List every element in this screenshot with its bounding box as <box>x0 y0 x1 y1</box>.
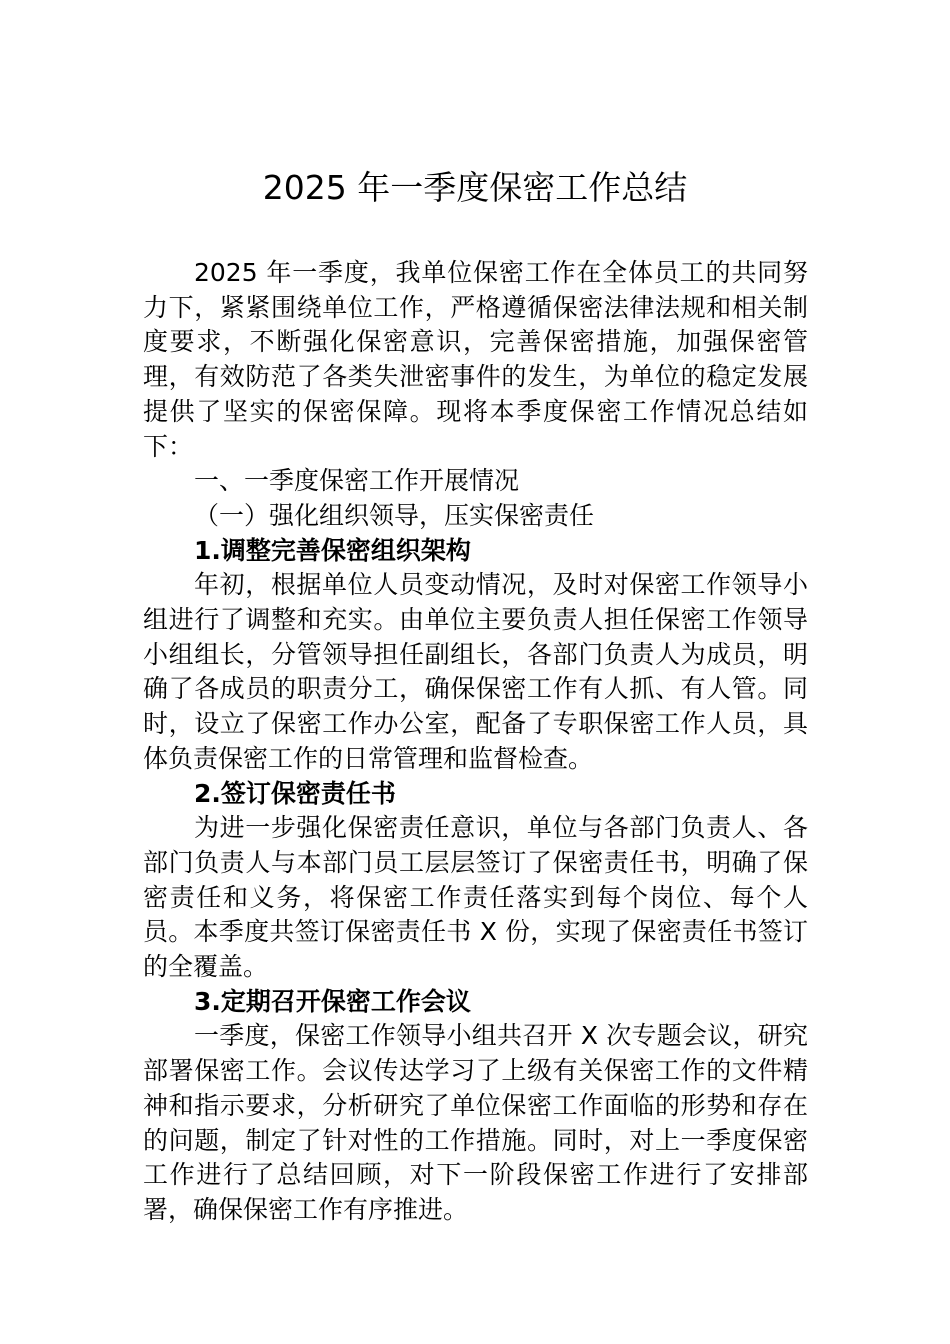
item-paragraph-3: 一季度，保密工作领导小组共召开 X 次专题会议，研究部署保密工作。会议传达学习了上级有关保密工作的文件精神和指示要求，分析研究了单位保密工作面临的形势和存在的问题，制定了针对性的工作措施。同时，对上一季度保密工作进行了总结回顾，对下一阶段保密工作进行了安排部署，确保保密工作有序推进。 <box>143 1021 808 1224</box>
item-heading-2: 2.签订保密责任书 <box>194 778 396 808</box>
item-heading-3: 3.定期召开保密工作会议 <box>194 986 471 1016</box>
item-paragraph-2: 为进一步强化保密责任意识，单位与各部门负责人、各部门负责人与本部门员工层层签订了保密责任书，明确了保密责任和义务，将保密工作责任落实到每个岗位、每个人员。本季度共签订保密责任书 X 份，实现了保密责任书签订的全覆盖。 <box>143 813 808 982</box>
document-title: 2025 年一季度保密工作总结 <box>262 168 688 207</box>
document-body <box>143 256 808 1228</box>
section-heading: 一、一季度保密工作开展情况 <box>194 466 520 496</box>
item-paragraph-1: 年初，根据单位人员变动情况，及时对保密工作领导小组进行了调整和充实。由单位主要负责人担任保密工作领导小组组长，分管领导担任副组长，各部门负责人为成员，明确了各成员的职责分工，确保保密工作有人抓、有人管。同时，设立了保密工作办公室，配备了专职保密工作人员，具体负责保密工作的日常管理和监督检查。 <box>143 570 808 773</box>
subsection-heading: （一）强化组织领导，压实保密责任 <box>194 500 595 530</box>
item-heading-1: 1.调整完善保密组织架构 <box>194 535 471 565</box>
intro-paragraph: 2025 年一季度，我单位保密工作在全体员工的共同努力下，紧紧围绕单位工作，严格遵循保密法律法规和相关制度要求，不断强化保密意识，完善保密措施，加强保密管理，有效防范了各类失泄密事件的发生，为单位的稳定发展提供了坚实的保密保障。现将本季度保密工作情况总结如下： <box>143 258 808 461</box>
